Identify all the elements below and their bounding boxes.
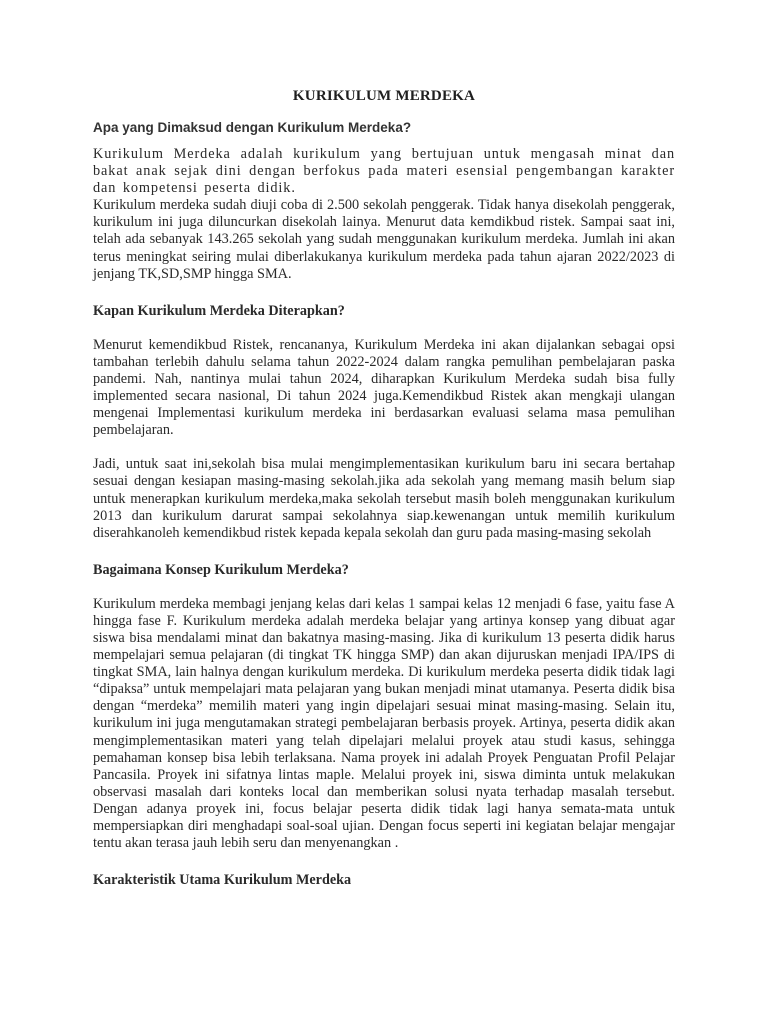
section-heading-bagaimana-konsep: Bagaimana Konsep Kurikulum Merdeka?: [93, 561, 349, 578]
paragraph-definition: Kurikulum Merdeka adalah kurikulum yang bertujuan untuk mengasah minat dan bakat anak sejak dini dengan berfokus pada materi esensial pengembangan karakter dan kompetensi peserta didik.: [93, 146, 675, 197]
paragraph-uji-coba: Kurikulum merdeka sudah diuji coba di 2.500 sekolah penggerak. Tidak hanya disekolah penggerak, kurikulum ini juga diluncurkan disekolah lainya. Menurut data kemdikbud ristek. Sampai saat ini, telah ada sebanyak 143.265 sekolah yang sudah menggunakan kurikulum merdeka. Jumlah ini akan terus meningkat seiring mulai diberlakukanya kurikulum merdeka pada tahun ajaran 2022/2023 di jenjang TK,SD,SMP hingga SMA.: [93, 197, 675, 282]
section-heading-apa-yang-dimaksud: Apa yang Dimaksud dengan Kurikulum Merdeka?: [93, 120, 412, 135]
section-heading-kapan-diterapkan: Kapan Kurikulum Merdeka Diterapkan?: [93, 302, 345, 319]
document-page: [93, 86, 675, 889]
document-title: KURIKULUM MERDEKA: [292, 88, 476, 104]
paragraph-jadi: Jadi, untuk saat ini,sekolah bisa mulai mengimplementasikan kurikulum baru ini secara bertahap sesuai dengan kesiapan masing-masing sekolah.jika ada sekolah yang memang masih belum siap untuk menerapkan kurikulum merdeka,maka sekolah tersebut masih boleh menggunakan kurikulum 2013 dan kurikulum darurat sampai sekolahnya siap.kewenangan untuk memilih kurikulum diserahkanoleh kemendikbud ristek kepada kepala sekolah dan guru pada masing-masing sekolah: [93, 456, 675, 541]
paragraph-rencana: Menurut kemendikbud Ristek, rencananya, Kurikulum Merdeka ini akan dijalankan sebagai opsi tambahan terlebih dahulu selama tahun 2022-2024 dalam rangka pemulihan pembelajaran paska pandemi. Nah, nantinya mulai tahun 2024, diharapkan Kurikulum Merdeka sudah bisa fully implemented secara nasional, Di tahun 2024 juga.Kemendikbud Ristek akan mengkaji ulangan mengenai Implementasi kurikulum merdeka ini berdasarkan evaluasi selama masa pemulihan pembelajaran.: [93, 336, 675, 439]
paragraph-konsep: Kurikulum merdeka membagi jenjang kelas dari kelas 1 sampai kelas 12 menjadi 6 fase, yaitu fase A hingga fase F. Kurikulum merdeka adalah merdeka belajar yang artinya konsep yang dibuat agar siswa bisa mendalami minat dan bakatnya masing-masing. Jika di kurikulum 13 peserta didik harus mempelajari semua pelajaran (di tingkat TK hingga SMP) dan akan dijuruskan menjadi IPA/IPS di tingkat SMA, lain halnya dengan kurikulum merdeka. Di kurikulum merdeka peserta didik tidak lagi “dipaksa” untuk mempelajari mata pelajaran yang bukan menjadi minat utamanya. Peserta didik bisa dengan “merdeka” memilih materi yang ingin dipelajari sesuai minat masing-masing. Selain itu, kurikulum ini juga mengutamakan strategi pembelajaran berbasis proyek. Artinya, peserta didik akan mengimplementasikan materi yang telah dipelajari melalui proyek atau studi kasus, sehingga pemahaman konsep bisa lebih terlaksana. Nama proyek ini adalah Proyek Penguatan Profil Pelajar Pancasila. Proyek ini sifatnya lintas maple. Melalui proyek ini, siswa diminta untuk melakukan observasi masalah dari konteks local dan memberikan solusi nyata terhadap masalah tersebut. Dengan adanya proyek ini, focus belajar peserta didik tidak lagi hanya semata-mata untuk mempersiapkan diri menghadapi soal-soal ujian. Dengan focus seperti ini kegiatan belajar mengajar tentu akan terasa jauh lebih seru dan menyenangkan .: [93, 595, 675, 852]
section-heading-karakteristik-utama: Karakteristik Utama Kurikulum Merdeka: [93, 872, 352, 889]
